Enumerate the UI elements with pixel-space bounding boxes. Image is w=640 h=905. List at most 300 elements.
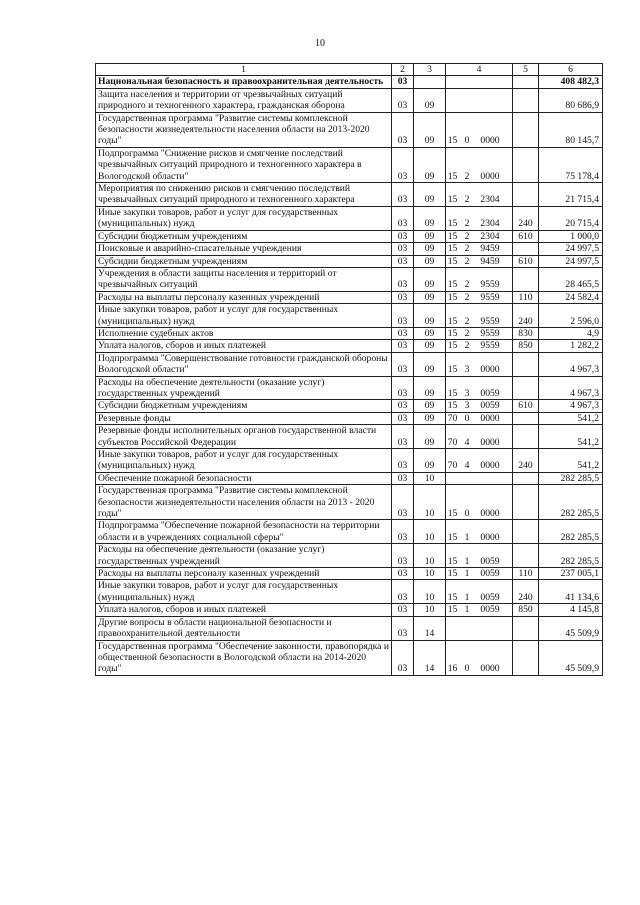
target-code-part-2: 1 [464, 604, 470, 616]
row-amount: 1 000,0 [539, 230, 603, 242]
row-subsection-code: 09 [414, 412, 446, 424]
row-subsection-code: 09 [414, 206, 446, 230]
row-name: Уплата налогов, сборов и иных платежей [96, 604, 392, 616]
target-code-parts [446, 218, 512, 229]
row-section-code: 03 [392, 267, 414, 291]
row-target-code [446, 76, 513, 88]
target-code-parts [446, 460, 512, 471]
row-section-code: 03 [392, 616, 414, 640]
row-target-code [446, 400, 513, 412]
table-body [96, 64, 603, 676]
row-name: Государственная программа "Развитие системы комплексной безопасности жизнедеятельности населения области на 2013 - 2020 годы" [96, 485, 392, 520]
target-code-part-2: 2 [464, 255, 470, 267]
row-name: Подпрограмма "Снижение рисков и смягчение последствий чрезвычайных ситуаций природного и техногенного характера в Вологодской области" [96, 147, 392, 182]
row-amount: 4,9 [539, 327, 603, 339]
row-target-code [446, 291, 513, 303]
target-code-parts [446, 663, 512, 674]
row-target-code [446, 340, 513, 352]
table-row [96, 352, 603, 376]
table-row [96, 485, 603, 520]
row-amount: 282 285,5 [539, 485, 603, 520]
target-code-part-3: 0000 [480, 135, 500, 147]
target-code-part-2: 3 [464, 364, 470, 376]
row-section-code: 03 [392, 472, 414, 484]
row-section-code: 03 [392, 604, 414, 616]
table-row [96, 230, 603, 242]
row-amount: 408 482,3 [539, 76, 603, 88]
target-code-part-3: 9559 [480, 315, 500, 327]
target-code-parts [446, 340, 512, 351]
target-code-part-2: 4 [464, 460, 470, 472]
row-amount: 80 686,9 [539, 88, 603, 112]
row-name: Подпрограмма "Обеспечение пожарной безопасности на территории области и в учреждениях социальной сферы" [96, 520, 392, 544]
row-target-code [446, 580, 513, 604]
row-section-code: 03 [392, 183, 414, 207]
row-name: Мероприятия по снижению рисков и смягчению последствий чрезвычайных ситуаций природного и техногенного характера [96, 183, 392, 207]
row-section-code: 03 [392, 206, 414, 230]
row-expense-type-code: 610 [513, 400, 539, 412]
row-name: Расходы на обеспечение деятельности (оказание услуг) государственных учреждений [96, 544, 392, 568]
target-code-part-2: 2 [464, 315, 470, 327]
row-name: Государственная программа "Обеспечение законности, правопорядка и общественной безопасности в Вологодской области на 2014-2020 годы" [96, 640, 392, 675]
target-code-part-2: 1 [464, 591, 470, 603]
target-code-part-3: 0059 [480, 604, 500, 616]
table-row [96, 183, 603, 207]
row-target-code [446, 376, 513, 400]
target-code-parts [446, 532, 512, 543]
row-name: Субсидии бюджетным учреждениям [96, 255, 392, 267]
target-code-part-2: 1 [464, 555, 470, 567]
target-code-part-2: 2 [464, 230, 470, 242]
target-code-part-3: 0000 [480, 364, 500, 376]
row-section-code: 03 [392, 412, 414, 424]
table-row [96, 340, 603, 352]
row-name: Защита населения и территории от чрезвычайных ситуаций природного и техногенного характера, гражданская оборона [96, 88, 392, 112]
table-row [96, 243, 603, 255]
row-subsection-code: 09 [414, 267, 446, 291]
row-subsection-code [414, 76, 446, 88]
target-code-parts [446, 292, 512, 303]
row-amount: 541,2 [539, 449, 603, 473]
target-code-part-3: 9559 [480, 291, 500, 303]
row-name: Поисковые и аварийно-спасательные учреждения [96, 243, 392, 255]
row-amount: 4 967,3 [539, 376, 603, 400]
row-section-code: 03 [392, 230, 414, 242]
row-section-code: 03 [392, 640, 414, 675]
row-amount: 4 967,3 [539, 352, 603, 376]
target-code-part-1: 16 [447, 663, 458, 675]
row-expense-type-code [513, 88, 539, 112]
row-subsection-code: 09 [414, 291, 446, 303]
row-amount: 80 145,7 [539, 112, 603, 147]
target-code-part-3: 0059 [480, 568, 500, 580]
row-section-code: 03 [392, 485, 414, 520]
row-subsection-code: 09 [414, 352, 446, 376]
target-code-part-1: 15 [447, 340, 458, 352]
row-expense-type-code [513, 243, 539, 255]
row-section-code: 03 [392, 243, 414, 255]
row-target-code [446, 112, 513, 147]
row-expense-type-code [513, 544, 539, 568]
table-row [96, 267, 603, 291]
row-subsection-code: 09 [414, 400, 446, 412]
row-name: Резервные фонды исполнительных органов государственной власти субъектов Российской Федерации [96, 425, 392, 449]
target-code-parts [446, 364, 512, 375]
budget-table [95, 63, 603, 676]
row-section-code: 03 [392, 400, 414, 412]
target-code-part-2: 2 [464, 327, 470, 339]
row-amount: 282 285,5 [539, 520, 603, 544]
target-code-part-3: 2304 [480, 230, 500, 242]
row-amount: 45 509,9 [539, 640, 603, 675]
row-name: Расходы на выплаты персоналу казенных учреждений [96, 291, 392, 303]
target-code-part-1: 15 [447, 291, 458, 303]
target-code-part-2: 0 [464, 508, 470, 520]
target-code-parts [446, 568, 512, 579]
row-name: Иные закупки товаров, работ и услуг для государственных (муниципальных) нужд [96, 449, 392, 473]
target-code-part-1: 15 [447, 230, 458, 242]
row-expense-type-code: 850 [513, 340, 539, 352]
row-target-code [446, 412, 513, 424]
target-code-part-1: 15 [447, 327, 458, 339]
row-target-code [446, 352, 513, 376]
row-amount: 24 582,4 [539, 291, 603, 303]
row-expense-type-code [513, 425, 539, 449]
target-code-part-3: 2304 [480, 194, 500, 206]
row-expense-type-code: 110 [513, 568, 539, 580]
target-code-part-1: 15 [447, 555, 458, 567]
target-code-parts [446, 279, 512, 290]
row-section-code: 03 [392, 327, 414, 339]
row-name: Уплата налогов, сборов и иных платежей [96, 340, 392, 352]
row-subsection-code: 09 [414, 230, 446, 242]
target-code-parts [446, 437, 512, 448]
row-section-code: 03 [392, 88, 414, 112]
row-name: Иные закупки товаров, работ и услуг для государственных (муниципальных) нужд [96, 304, 392, 328]
row-target-code [446, 640, 513, 675]
row-section-code: 03 [392, 112, 414, 147]
header-col-name: 1 [96, 64, 392, 76]
target-code-part-2: 3 [464, 400, 470, 412]
row-name: Иные закупки товаров, работ и услуг для государственных (муниципальных) нужд [96, 580, 392, 604]
row-subsection-code: 09 [414, 304, 446, 328]
table-row [96, 568, 603, 580]
target-code-part-3: 2304 [480, 218, 500, 230]
row-target-code [446, 183, 513, 207]
target-code-part-3: 0000 [480, 436, 500, 448]
row-subsection-code: 09 [414, 112, 446, 147]
row-target-code [446, 604, 513, 616]
row-subsection-code: 14 [414, 616, 446, 640]
row-expense-type-code: 240 [513, 449, 539, 473]
target-code-part-3: 9459 [480, 255, 500, 267]
target-code-parts [446, 508, 512, 519]
page-number: 10 [315, 38, 325, 49]
row-section-code: 03 [392, 520, 414, 544]
target-code-part-3: 0000 [480, 508, 500, 520]
row-section-code: 03 [392, 76, 414, 88]
row-subsection-code: 09 [414, 449, 446, 473]
target-code-part-1: 15 [447, 364, 458, 376]
target-code-part-2: 1 [464, 568, 470, 580]
row-target-code [446, 485, 513, 520]
target-code-parts [446, 243, 512, 254]
row-name: Подпрограмма "Совершенствование готовности гражданской обороны Вологодской области" [96, 352, 392, 376]
row-section-code: 03 [392, 544, 414, 568]
row-subsection-code: 10 [414, 580, 446, 604]
target-code-parts [446, 413, 512, 424]
row-target-code [446, 327, 513, 339]
row-target-code [446, 88, 513, 112]
target-code-part-1: 15 [447, 604, 458, 616]
row-name: Субсидии бюджетным учреждениям [96, 400, 392, 412]
target-code-part-1: 15 [447, 243, 458, 255]
row-name: Субсидии бюджетным учреждениям [96, 230, 392, 242]
target-code-part-1: 15 [447, 508, 458, 520]
table-row [96, 291, 603, 303]
row-subsection-code: 09 [414, 183, 446, 207]
row-subsection-code: 09 [414, 327, 446, 339]
row-expense-type-code [513, 520, 539, 544]
row-expense-type-code [513, 376, 539, 400]
table-row [96, 544, 603, 568]
header-col-section: 2 [392, 64, 414, 76]
row-amount: 21 715,4 [539, 183, 603, 207]
target-code-part-1: 15 [447, 194, 458, 206]
target-code-parts [446, 231, 512, 242]
target-code-part-3: 9459 [480, 243, 500, 255]
target-code-part-1: 15 [447, 531, 458, 543]
row-expense-type-code: 610 [513, 230, 539, 242]
row-expense-type-code: 850 [513, 604, 539, 616]
table-row [96, 640, 603, 675]
row-subsection-code: 10 [414, 544, 446, 568]
table-row [96, 472, 603, 484]
row-target-code [446, 206, 513, 230]
row-amount: 282 285,5 [539, 544, 603, 568]
table-row [96, 449, 603, 473]
row-target-code [446, 230, 513, 242]
row-subsection-code: 10 [414, 568, 446, 580]
target-code-parts [446, 256, 512, 267]
row-expense-type-code [513, 76, 539, 88]
target-code-part-1: 15 [447, 400, 458, 412]
table-row [96, 412, 603, 424]
row-expense-type-code [513, 267, 539, 291]
row-section-code: 03 [392, 580, 414, 604]
row-amount: 75 178,4 [539, 147, 603, 182]
row-amount: 41 134,6 [539, 580, 603, 604]
row-target-code [446, 449, 513, 473]
row-section-code: 03 [392, 255, 414, 267]
row-expense-type-code [513, 112, 539, 147]
row-amount: 237 005,1 [539, 568, 603, 580]
target-code-part-3: 9559 [480, 340, 500, 352]
row-subsection-code: 10 [414, 604, 446, 616]
row-expense-type-code [513, 472, 539, 484]
target-code-part-3: 0000 [480, 460, 500, 472]
row-expense-type-code: 610 [513, 255, 539, 267]
target-code-parts [446, 388, 512, 399]
row-expense-type-code [513, 485, 539, 520]
row-subsection-code: 09 [414, 425, 446, 449]
row-amount: 541,2 [539, 412, 603, 424]
target-code-part-1: 15 [447, 170, 458, 182]
target-code-part-1: 15 [447, 135, 458, 147]
target-code-part-1: 15 [447, 591, 458, 603]
row-target-code [446, 304, 513, 328]
target-code-parts [446, 328, 512, 339]
row-amount: 541,2 [539, 425, 603, 449]
target-code-part-2: 4 [464, 436, 470, 448]
row-subsection-code: 09 [414, 88, 446, 112]
row-amount: 24 997,5 [539, 243, 603, 255]
target-code-parts [446, 400, 512, 411]
row-name: Иные закупки товаров, работ и услуг для государственных (муниципальных) нужд [96, 206, 392, 230]
target-code-part-2: 2 [464, 194, 470, 206]
row-name: Исполнение судебных актов [96, 327, 392, 339]
target-code-part-3: 0000 [480, 531, 500, 543]
row-section-code: 03 [392, 568, 414, 580]
target-code-part-3: 0059 [480, 387, 500, 399]
row-amount: 2 596,0 [539, 304, 603, 328]
table-row [96, 400, 603, 412]
row-target-code [446, 568, 513, 580]
row-amount: 282 285,5 [539, 472, 603, 484]
target-code-part-3: 0000 [480, 663, 500, 675]
table-row [96, 304, 603, 328]
row-expense-type-code [513, 147, 539, 182]
target-code-part-1: 15 [447, 568, 458, 580]
target-code-part-2: 2 [464, 170, 470, 182]
table-row [96, 604, 603, 616]
target-code-part-1: 70 [447, 412, 458, 424]
row-expense-type-code: 110 [513, 291, 539, 303]
header-col-expense-type: 5 [513, 64, 539, 76]
target-code-part-3: 0000 [480, 412, 500, 424]
header-col-subsection: 3 [414, 64, 446, 76]
row-section-code: 03 [392, 425, 414, 449]
row-target-code [446, 255, 513, 267]
row-section-code: 03 [392, 449, 414, 473]
row-amount: 28 465,5 [539, 267, 603, 291]
table-row [96, 520, 603, 544]
row-target-code [446, 544, 513, 568]
row-section-code: 03 [392, 376, 414, 400]
table-row [96, 88, 603, 112]
table-row [96, 616, 603, 640]
row-name: Национальная безопасность и правоохранительная деятельность [96, 76, 392, 88]
target-code-part-2: 0 [464, 663, 470, 675]
row-name: Расходы на выплаты персоналу казенных учреждений [96, 568, 392, 580]
target-code-part-3: 0059 [480, 400, 500, 412]
row-section-code: 03 [392, 147, 414, 182]
target-code-part-3: 0059 [480, 555, 500, 567]
target-code-part-2: 0 [464, 412, 470, 424]
row-target-code [446, 425, 513, 449]
row-target-code [446, 243, 513, 255]
row-subsection-code: 09 [414, 147, 446, 182]
row-expense-type-code [513, 616, 539, 640]
row-name: Учреждения в области защиты населения и территорий от чрезвычайных ситуаций [96, 267, 392, 291]
header-col-target: 4 [446, 64, 513, 76]
row-amount: 20 715,4 [539, 206, 603, 230]
row-subsection-code: 09 [414, 255, 446, 267]
target-code-part-1: 15 [447, 279, 458, 291]
target-code-part-3: 0059 [480, 591, 500, 603]
target-code-part-1: 70 [447, 436, 458, 448]
target-code-part-1: 15 [447, 218, 458, 230]
target-code-part-1: 15 [447, 387, 458, 399]
table-row [96, 425, 603, 449]
row-name: Обеспечение пожарной безопасности [96, 472, 392, 484]
table-header-row [96, 64, 603, 76]
target-code-part-3: 0000 [480, 170, 500, 182]
row-subsection-code: 09 [414, 340, 446, 352]
row-expense-type-code [513, 640, 539, 675]
row-section-code: 03 [392, 340, 414, 352]
row-section-code: 03 [392, 352, 414, 376]
row-subsection-code: 09 [414, 243, 446, 255]
row-amount: 1 282,2 [539, 340, 603, 352]
target-code-part-2: 2 [464, 340, 470, 352]
row-expense-type-code: 240 [513, 580, 539, 604]
row-expense-type-code [513, 412, 539, 424]
row-name: Резервные фонды [96, 412, 392, 424]
row-target-code [446, 616, 513, 640]
row-target-code [446, 147, 513, 182]
row-target-code [446, 267, 513, 291]
row-subsection-code: 10 [414, 485, 446, 520]
table-row [96, 327, 603, 339]
target-code-parts [446, 592, 512, 603]
row-amount: 24 997,5 [539, 255, 603, 267]
target-code-part-2: 2 [464, 279, 470, 291]
row-subsection-code: 09 [414, 376, 446, 400]
row-name: Государственная программа "Развитие системы комплексной безопасности жизнедеятельности населения области на 2013-2020 годы" [96, 112, 392, 147]
target-code-part-2: 2 [464, 291, 470, 303]
target-code-parts [446, 316, 512, 327]
target-code-part-2: 2 [464, 243, 470, 255]
row-amount: 4 967,3 [539, 400, 603, 412]
row-expense-type-code [513, 183, 539, 207]
table-row [96, 580, 603, 604]
row-name: Расходы на обеспечение деятельности (оказание услуг) государственных учреждений [96, 376, 392, 400]
row-expense-type-code: 830 [513, 327, 539, 339]
header-col-amount: 6 [539, 64, 603, 76]
row-amount: 45 509,9 [539, 616, 603, 640]
row-subsection-code: 10 [414, 472, 446, 484]
target-code-part-3: 9559 [480, 279, 500, 291]
target-code-parts [446, 194, 512, 205]
target-code-part-2: 3 [464, 387, 470, 399]
table-row [96, 112, 603, 147]
target-code-part-1: 15 [447, 315, 458, 327]
target-code-part-2: 1 [464, 531, 470, 543]
target-code-parts [446, 604, 512, 615]
table-row [96, 255, 603, 267]
target-code-parts [446, 135, 512, 146]
table-row [96, 76, 603, 88]
row-target-code [446, 520, 513, 544]
row-target-code [446, 472, 513, 484]
target-code-part-2: 0 [464, 135, 470, 147]
target-code-part-1: 70 [447, 460, 458, 472]
row-expense-type-code [513, 352, 539, 376]
table-row [96, 206, 603, 230]
row-subsection-code: 10 [414, 520, 446, 544]
row-name: Другие вопросы в области национальной безопасности и правоохранительной деятельности [96, 616, 392, 640]
